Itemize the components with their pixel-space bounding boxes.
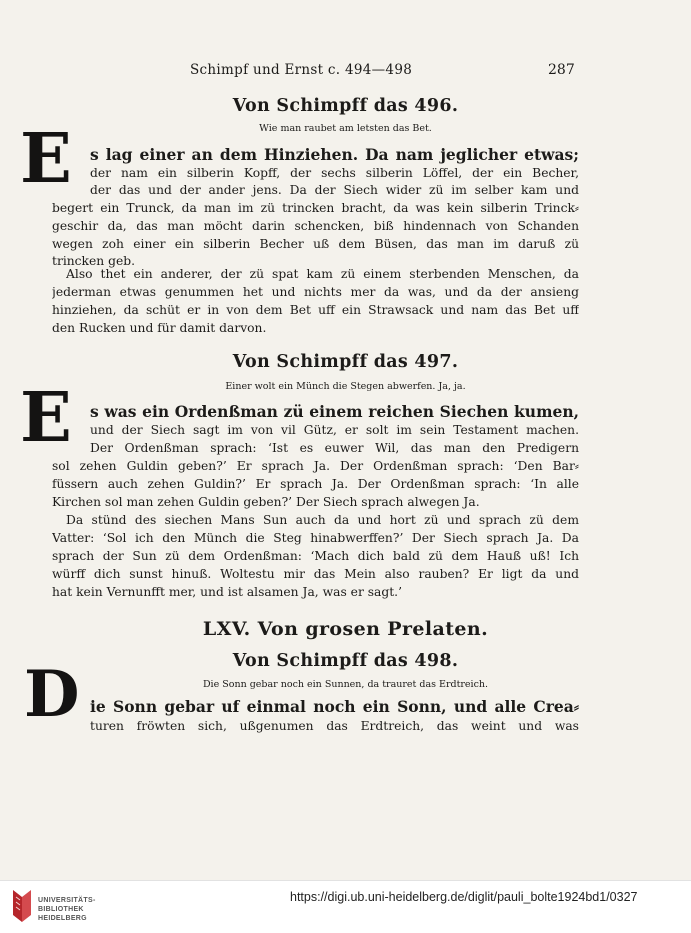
- text-line: Da stünd des siechen Mans Sun auch da und hort zü und sprach zü dem: [66, 513, 579, 527]
- logo-text-line-1: UNIVERSITÄTS-: [38, 897, 96, 904]
- text-line: begert ein Trunck, da man im zü trincken bracht, da was kein silberin Trinck⸗: [52, 201, 579, 215]
- text-line: der das und der ander jens. Da der Siech wider zü im selber kam und: [90, 183, 579, 197]
- text-line: und der Siech sagt im von vil Gütz, er solt im sein Testament machen.: [90, 423, 579, 437]
- logo-text-line-3: HEIDELBERG: [38, 915, 87, 922]
- running-head-title: Schimpf und Ernst c. 494—498: [190, 62, 413, 78]
- text-line: der nam ein silberin Kopff, der sechs silberin Löffel, der ein Becher,: [90, 166, 579, 180]
- section-subtitle-498: Die Sonn gebar noch ein Sunnen, da trauret das Erdtreich.: [202, 679, 489, 690]
- drop-cap-e-496: E: [20, 119, 72, 199]
- text-line: Der Ordenßman sprach: ‘Ist es euwer Wil, das man den Predigern: [90, 441, 579, 455]
- logo-text-line-2: BIBLIOTHEK: [38, 906, 84, 913]
- text-line: s lag einer an dem Hinziehen. Da nam jeglicher etwas;: [90, 146, 579, 164]
- text-line: füssern auch zehen Guldin?’ Er sprach Ja. Der Ordenßman sprach: ‘In alle: [52, 477, 579, 491]
- text-line: sol zehen Guldin geben?’ Er sprach Ja. Der Ordenßman sprach: ‘Den Bar⸗: [52, 459, 579, 473]
- drop-cap-d-498: D: [24, 657, 80, 732]
- text-line: hat kein Vernunfft mer, und ist alsamen Ja, was er sagt.’: [52, 585, 403, 599]
- viewer-footer: [0, 880, 691, 933]
- text-line: geschir da, das man möcht darin schencken, biß hindennach von Schanden: [52, 219, 579, 233]
- text-line: sprach der Sun zü dem Ordenßman: ‘Mach dich bald zü dem Hauß uß! Ich: [52, 549, 579, 563]
- page-number: 287: [548, 62, 575, 78]
- text-line: Vatter: ‘Sol ich den Münch die Steg hinabwerffen?’ Der Siech sprach Ja. Da: [52, 531, 579, 545]
- text-line: Kirchen sol man zehen Guldin geben?’ Der Siech sprach alwegen Ja.: [52, 495, 480, 509]
- section-title-497: Von Schimpff das 497.: [232, 352, 459, 372]
- source-url-link[interactable]: https://digi.ub.uni-heidelberg.de/diglit/pauli_bolte1924bd1/0327: [290, 890, 638, 904]
- section-title-498: Von Schimpff das 498.: [232, 651, 459, 671]
- text-line: trincken geb.: [52, 254, 136, 268]
- section-title-496: Von Schimpff das 496.: [232, 96, 459, 116]
- running-head: [0, 62, 691, 82]
- text-line: ie Sonn gebar uf einmal noch ein Sonn, und alle Crea⸗: [90, 698, 579, 716]
- chapter-title: LXV. Von grosen Prelaten.: [202, 618, 489, 640]
- text-line: den Rucken und für damit darvon.: [52, 321, 267, 335]
- text-line: turen fröwten sich, ußgenumen das Erdtreich, das weint und was: [90, 719, 579, 733]
- library-logo-icon: [10, 887, 34, 925]
- text-line: s was ein Ordenßman zü einem reichen Siechen kumen,: [90, 403, 579, 421]
- text-line: würff dich sunst hinuß. Woltestu mir das Mein also rauben? Er ligt da und: [52, 567, 579, 581]
- text-line: jederman etwas genummen het und nichts mer da was, und da der ansieng: [52, 285, 579, 299]
- section-subtitle-497: Einer wolt ein Münch die Stegen abwerfen. Ja, ja.: [225, 381, 466, 392]
- text-line: hinziehen, da schüt er in von dem Bet uff ein Strawsack und nam das Bet uff: [52, 303, 579, 317]
- drop-cap-e-497: E: [20, 378, 72, 458]
- text-line: Also thet ein anderer, der zü spat kam zü einem sterbenden Menschen, da: [66, 267, 579, 281]
- text-line: wegen zoh einer ein silberin Becher uß dem Büsen, das man im daruß zü: [52, 237, 579, 251]
- section-subtitle-496: Wie man raubet am letsten das Bet.: [259, 123, 432, 134]
